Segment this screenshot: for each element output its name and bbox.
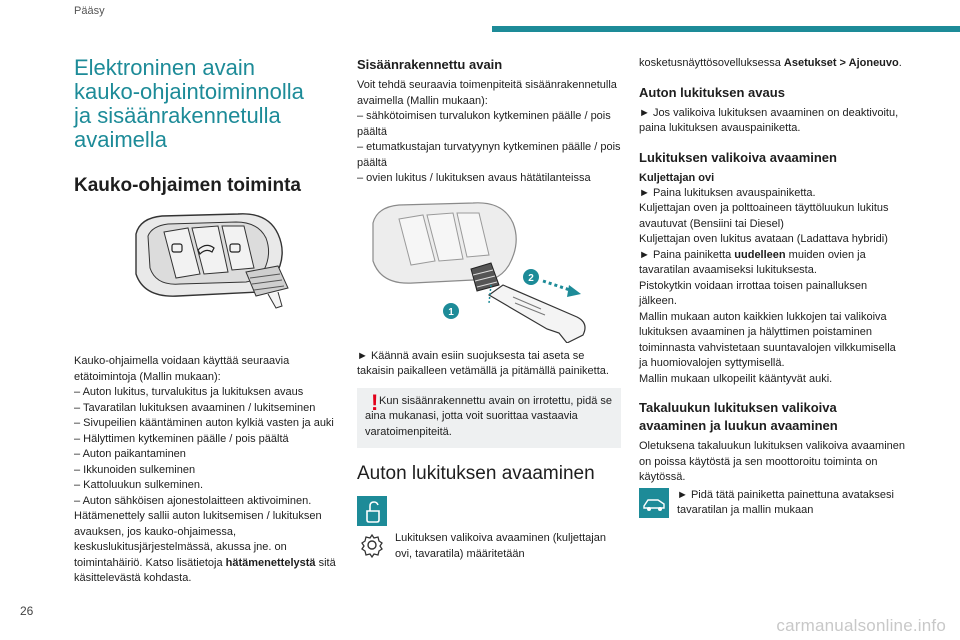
column-2	[357, 56, 621, 568]
unlock-heading: Auton lukituksen avaus	[639, 84, 785, 100]
list-item: – Auton paikantaminen	[74, 448, 186, 460]
unlock-icon	[357, 496, 387, 526]
remote-intro: Kauko-ohjaimella voidaan käyttää seuraavia etätoimintoja (Mallin mukaan):	[74, 355, 290, 383]
list-item: – Hälyttimen kytkeminen päälle / pois päältä	[74, 432, 289, 445]
callout-1: 1	[448, 306, 454, 318]
key-fob-illustration	[118, 204, 298, 314]
list-item: – Auton sähköisen ajonestolaitteen aktivoiminen.	[74, 494, 312, 507]
warning-icon: !	[371, 389, 379, 415]
integrated-key-intro: Voit tehdä seuraavia toimenpiteitä sisäänrakennetulla avaimella (Mallin mukaan):	[357, 79, 617, 107]
driver-door-subheading: Kuljettajan ovi	[639, 171, 715, 184]
tailgate-para: Oletuksena takaluukun lukituksen valikoiva avaaminen on poissa käytöstä ja sen moottoroitu toiminta on käytössä.	[639, 440, 905, 483]
warning-box: ! Kun sisäänrakennettu avain on irrotettu, pidä se aina mukanasi, jotta voit suorittaa vastaavia varatoimenpiteitä.	[357, 388, 621, 449]
unlock-para: ► Jos valikoiva lukituksen avaaminen on deaktivoitu, paina lukituksen avauspainiketta.	[639, 106, 899, 134]
remote-control-heading: Kauko-ohjaimen toiminta	[74, 175, 301, 196]
unlocking-heading: Auton lukituksen avaaminen	[357, 463, 595, 484]
selective-unlock-lines: ► Paina lukituksen avauspainiketta. Kuljettajan oven ja polttoaineen täyttöluukun lukitus avautuvat (Bensiini tai Diesel) Kuljettajan oven lukitus avataan (Ladattava hybridi) ► Paina painiketta uudelleen muiden ovien ja tavaratilan avaamiseksi lukituksesta. Pistokytkin voidaan irrottaa toisen painalluksen jälkeen. Mallin mukaan auton kaikkien lukkojen tai valikoiva lukituksen avaaminen ja hälyttimen poistaminen toiminnasta vahvistetaan suuntavalojen vilkkumisella ja huomiovalojen syttymisellä. Mallin mukaan ulkopeilit kääntyvät auki.	[639, 186, 896, 385]
settings-gear-icon	[357, 530, 387, 560]
page-number: 26	[20, 604, 34, 618]
list-item: – sähkötoimisen turvalukon kytkeminen päälle / pois päältä	[357, 110, 611, 138]
list-item: – Auton lukitus, turvalukitus ja lukituksen avaus	[74, 386, 304, 398]
selective-unlock-heading: Lukituksen valikoiva avaaminen	[639, 149, 837, 165]
integrated-key-illustration	[363, 193, 613, 343]
list-item: – Ikkunoiden sulkeminen	[74, 463, 196, 476]
list-item: – ovien lukitus / lukituksen avaus hätätilanteissa	[357, 172, 591, 184]
list-item: – Kattoluukun sulkeminen.	[74, 479, 204, 491]
remote-functions-list	[74, 385, 336, 509]
tailgate-button-text: ► Pidä tätä painiketta painettuna avataksesi tavaratilan ja mallin mukaan	[677, 488, 894, 516]
selective-unlock-note: Lukituksen valikoiva avaaminen (kuljettajan ovi, tavaratila) määritetään	[395, 532, 606, 560]
emergency-note: Hätämenettely sallii auton lukitsemisen / lukituksen avauksen, jos kauko-ohjaimessa, keskuslukitusjärjestelmässä, akussa jne. on toimintahäiriö. Katso lisätietoja hätämenettelystä sitä käsittelevästä kohdasta.	[74, 510, 336, 584]
column-3	[639, 56, 905, 528]
tailgate-heading: Takaluukun lukituksen valikoiva avaaminen ja luukun avaaminen	[639, 400, 838, 433]
integrated-key-step: ► Käännä avain esiin suojuksesta tai aseta se takaisin paikalleen vetämällä ja pitämällä painiketta.	[357, 349, 609, 377]
integrated-key-list	[357, 109, 621, 187]
integrated-key-heading: Sisäänrakennettu avain	[357, 57, 503, 72]
section-label: Pääsy	[74, 5, 105, 17]
column-1	[74, 56, 336, 587]
list-item: – Sivupeilien kääntäminen auton kylkiä vasten ja auki	[74, 417, 334, 429]
car-tailgate-icon	[639, 488, 669, 518]
callout-2: 2	[528, 272, 534, 284]
list-item: – Tavaratilan lukituksen avaaminen / lukitseminen	[74, 401, 316, 414]
settings-path-text: kosketusnäyttösovelluksessa Asetukset > Ajoneuvo.	[639, 57, 902, 69]
watermark: carmanualsonline.info	[776, 616, 946, 635]
list-item: – etumatkustajan turvatyynyn kytkeminen päälle / pois päältä	[357, 141, 621, 169]
page-title: Elektroninen avain kauko-ohjaintoiminnolla ja sisäänrakennetulla avaimella	[74, 55, 304, 152]
header-accent-bar	[492, 26, 960, 32]
